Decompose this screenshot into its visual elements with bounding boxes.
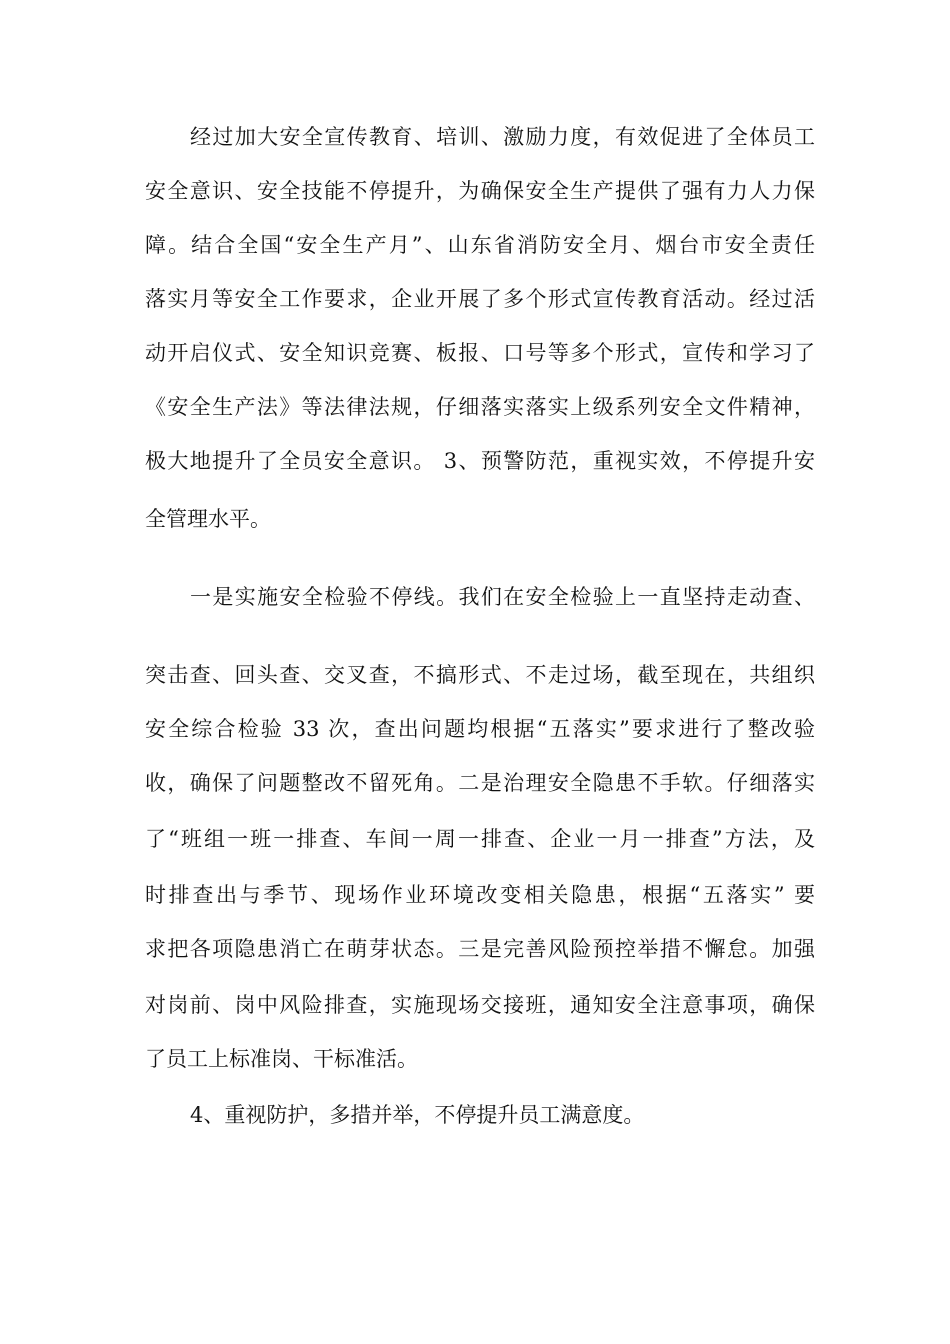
paragraph-2-line-1: 一是实施安全检验不停线。我们在安全检验上一直坚持走动查、 [190, 585, 815, 609]
paragraph-1-line-8: 全管理水平。 [145, 507, 271, 531]
paragraph-1-line-6: 《安全生产法》等法律法规，仔细落实落实上级系列安全文件精神， [145, 395, 815, 419]
paragraph-2-line-5: 了“班组一班一排查、车间一周一排查、企业一月一排查”方法，及 [145, 827, 815, 851]
paragraph-1-line-1: 经过加大安全宣传教育、培训、激励力度，有效促进了全体员工 [190, 125, 815, 149]
paragraph-2-line-3: 安全综合检验 33 次，查出问题均根据“五落实”要求进行了整改验 [145, 717, 815, 741]
paragraph-2-line-9: 了员工上标准岗、干标准活。 [145, 1047, 418, 1071]
paragraph-1-line-4: 落实月等安全工作要求，企业开展了多个形式宣传教育活动。经过活 [145, 287, 815, 311]
paragraph-1-line-2: 安全意识、安全技能不停提升，为确保安全生产提供了强有力人力保 [145, 179, 815, 203]
paragraph-2-line-4: 收，确保了问题整改不留死角。二是治理安全隐患不手软。仔细落实 [145, 771, 815, 795]
paragraph-2-line-6: 时排查出与季节、现场作业环境改变相关隐患，根据“五落实” 要 [145, 883, 815, 907]
paragraph-1-line-7: 极大地提升了全员安全意识。 3、预警防范，重视实效，不停提升安 [145, 449, 815, 473]
paragraph-2-line-8: 对岗前、岗中风险排查，实施现场交接班，通知安全注意事项，确保 [145, 993, 815, 1017]
paragraph-2-line-2: 突击查、回头查、交叉查，不搞形式、不走过场，截至现在，共组织 [145, 663, 815, 687]
paragraph-1-line-5: 动开启仪式、安全知识竞赛、板报、口号等多个形式，宣传和学习了 [145, 341, 815, 365]
section-heading-4: 4、重视防护，多措并举，不停提升员工满意度。 [190, 1103, 645, 1127]
paragraph-1-line-3: 障。结合全国“安全生产月”、山东省消防安全月、烟台市安全责任 [145, 233, 815, 257]
paragraph-2-line-7: 求把各项隐患消亡在萌芽状态。三是完善风险预控举措不懈怠。加强 [145, 937, 815, 961]
